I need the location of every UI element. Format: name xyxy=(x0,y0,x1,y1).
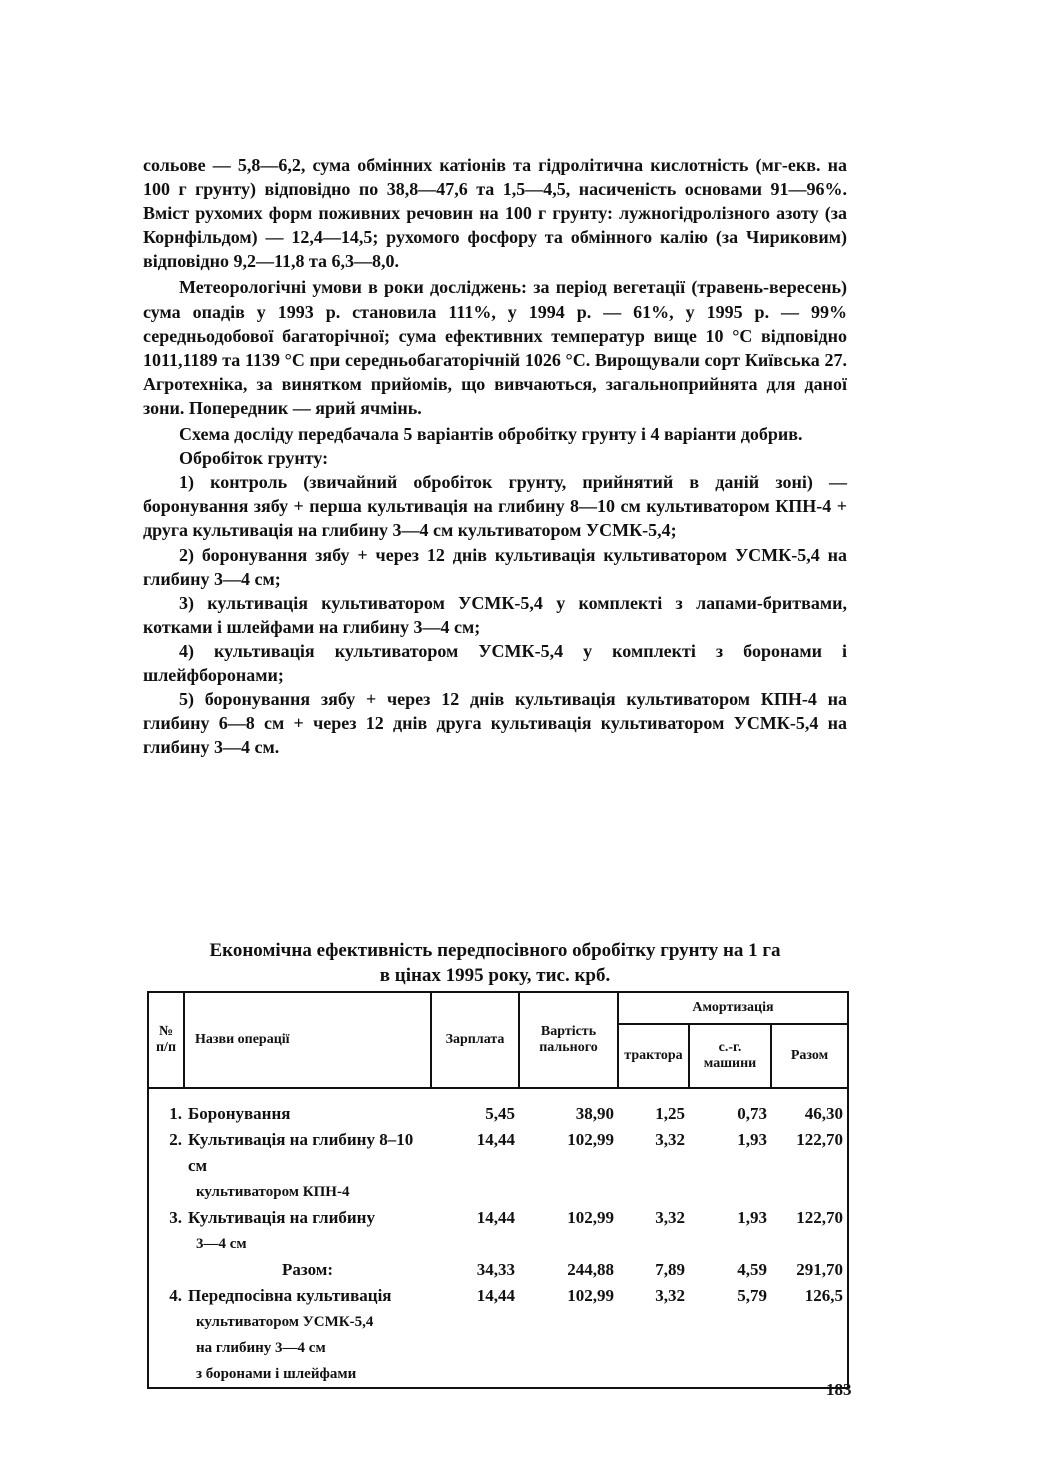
row-salary: 5,45 xyxy=(485,1104,515,1123)
row-number: 3. xyxy=(148,1205,184,1257)
header-number: № п/п xyxy=(148,992,184,1088)
row-fuel: 102,99 xyxy=(567,1130,614,1149)
row-operation: Культивація на глибину 8–10 см культиватором КПН-4 xyxy=(188,1130,414,1200)
header-fuel-cost: Вартість пального xyxy=(519,992,618,1088)
row-salary: 14,44 xyxy=(431,1283,519,1388)
row-machine: 1,93 xyxy=(737,1130,767,1149)
header-total: Разом xyxy=(771,1024,848,1088)
paragraph-tillage-heading: Обробіток грунту: xyxy=(179,448,329,469)
paragraph-experiment-scheme: Схема досліду передбачала 5 варіантів обробітку грунту і 4 варіанти добрив. xyxy=(179,424,803,445)
row-salary: 14,44 xyxy=(476,1130,515,1149)
subtotal-machine: 4,59 xyxy=(737,1260,767,1279)
header-machine: с.-г. машини xyxy=(689,1024,771,1088)
row-fuel: 102,99 xyxy=(567,1208,614,1227)
table-title-line-1: Економічна ефективність передпосівного обробітку грунту на 1 га xyxy=(209,940,781,961)
subtotal-tractor: 7,89 xyxy=(655,1260,685,1279)
row-salary: 14,44 xyxy=(476,1208,515,1227)
body-text xyxy=(143,153,847,759)
subtotal-row xyxy=(148,1257,848,1283)
table-row xyxy=(148,1205,848,1257)
subtotal-total: 291,70 xyxy=(771,1257,848,1283)
subtotal-fuel: 244,88 xyxy=(567,1260,614,1279)
row-total: 126,5 xyxy=(771,1283,848,1388)
row-fuel: 38,90 xyxy=(575,1104,614,1123)
row-total: 46,30 xyxy=(771,1088,848,1127)
header-tractor: трактора xyxy=(618,1024,689,1088)
paragraph-variant-3: 3) культивація культиватором УСМК-5,4 у комплекті з лапами-бритвами, котками і шлейфами на глибину 3—4 см; xyxy=(143,592,847,637)
row-number: 4. xyxy=(148,1283,184,1388)
row-tractor: 1,25 xyxy=(655,1104,685,1123)
paragraph-variant-2: 2) боронування зябу + через 12 днів культивація культиватором УСМК-5,4 на глибину 3—4 см; xyxy=(143,544,847,589)
row-number: 2. xyxy=(148,1127,184,1205)
header-amortization: Амортизація xyxy=(618,992,848,1024)
row-operation: Боронування xyxy=(188,1104,291,1123)
row-tractor: 3,32 xyxy=(655,1130,685,1149)
paragraph-variant-5: 5) боронування зябу + через 12 днів культивація культиватором КПН-4 на глибину 6—8 см + через 12 днів друга культивація культиватором УСМК-5,4 на глибину 3—4 см. xyxy=(143,689,847,758)
paragraph-weather: Метеорологічні умови в роки досліджень: за період вегетації (травень-вересень) сума опадів у 1993 р. становила 111%, у 1994 р. — 61%, у 1995 р. — 99% середньодобової багаторічної; сума ефективних температур вище 10 °С відповідно 1011,1189 та 1139 °С при середньобагаторічній 1026 °С. Вирощували сорт Київська 27. Агротехніка, за винятком прийомів, що вивчаються, загальноприйнята для даної зони. Попередник — ярий ячмінь. xyxy=(143,277,847,418)
row-operation: Культивація на глибину 3—4 см xyxy=(188,1208,375,1252)
table-title xyxy=(143,938,847,988)
page-number: 183 xyxy=(826,1380,852,1399)
subtotal-salary: 34,33 xyxy=(476,1260,515,1279)
row-operation: Передпосівна культивація культиватором УСМК-5,4 на глибину 3—4 см з боронами і шлейфами xyxy=(184,1283,431,1388)
paragraph-variant-4: 4) культивація культиватором УСМК-5,4 у комплекті з боронами і шлейфборонами; xyxy=(143,640,847,685)
paragraph-variant-1: 1) контроль (звичайний обробіток грунту, прийнятий в даній зоні) — боронування зябу + перша культивація на глибину 8—10 см культиватором КПН-4 + друга культивація на глибину 3—4 см культиватором УСМК-5,4; xyxy=(143,472,847,541)
row-tractor: 3,32 xyxy=(655,1208,685,1227)
row-fuel: 102,99 xyxy=(519,1283,618,1388)
row-machine: 0,73 xyxy=(737,1104,767,1123)
table-title-line-2: в цінах 1995 року, тис. крб. xyxy=(379,965,611,986)
table-row xyxy=(148,1127,848,1205)
subtotal-label: Разом: xyxy=(281,1260,334,1279)
header-salary: Зарплата xyxy=(431,992,519,1088)
row-number: 1. xyxy=(148,1088,184,1127)
row-machine: 5,79 xyxy=(689,1283,771,1388)
header-operation-name: Назви операції xyxy=(184,992,431,1088)
row-tractor: 3,32 xyxy=(618,1283,689,1388)
economic-efficiency-table xyxy=(147,991,849,1389)
row-total: 122,70 xyxy=(771,1205,848,1257)
table-row xyxy=(148,1283,848,1388)
table-row xyxy=(148,1088,848,1127)
paragraph-soil-properties: сольове — 5,8—6,2, сума обмінних катіонів та гідролітична кислотність (мг-екв. на 100 г грунту) відповідно по 38,8—47,6 та 1,5—4,5, насиченість основами 91—96%. Вміст рухомих форм поживних речовин на 100 г грунту: лужногідролізного азоту (за Корнфільдом) — 12,4—14,5; рухомого фосфору та обмінного калію (за Чириковим) відповідно 9,2—11,8 та 6,3—8,0. xyxy=(143,155,847,272)
row-machine: 1,93 xyxy=(737,1208,767,1227)
row-total: 122,70 xyxy=(771,1127,848,1205)
